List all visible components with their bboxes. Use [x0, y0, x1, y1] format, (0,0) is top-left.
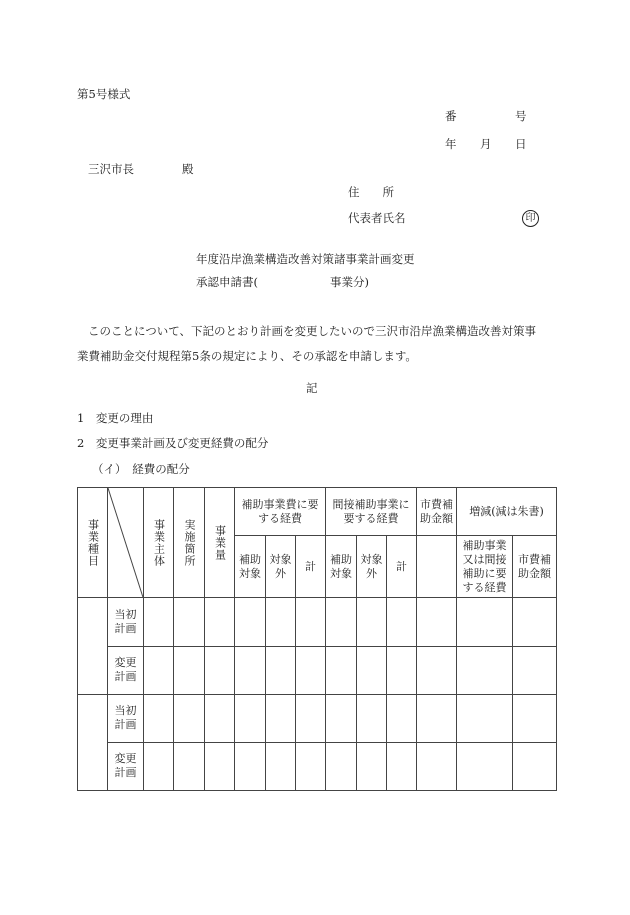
table-row	[78, 742, 557, 790]
recipient-mayor: 三沢市長	[88, 162, 134, 176]
document-title-line2-left: 承認申請書(	[196, 275, 258, 289]
header-indirect-cost: 間接補助事業に要する経費	[326, 488, 417, 536]
cell-project-type	[78, 598, 108, 694]
header-implementation-site: 実施箇所	[174, 488, 205, 598]
representative-label: 代表者氏名	[348, 211, 406, 225]
header-city-subsidy: 市費補助金額	[417, 488, 457, 536]
cost-allocation-table	[77, 487, 557, 791]
address-label: 住 所	[348, 185, 394, 199]
header-diagonal	[108, 488, 144, 598]
header-subsidy-cost: 補助事業費に要する経費	[235, 488, 326, 536]
document-title-line1: 年度沿岸漁業構造改善対策諸事業計画変更	[196, 252, 415, 266]
ki-heading: 記	[306, 381, 318, 395]
header-indirect-nontarget: 対象外	[357, 536, 387, 598]
seal-mark: 印	[522, 210, 539, 227]
header-project-type: 事業種目	[78, 488, 108, 598]
number-label: 番	[445, 109, 457, 123]
header-subsidy-total: 計	[296, 536, 326, 598]
item-2: 2 変更事業計画及び変更経費の配分	[77, 436, 269, 450]
header-subsidy-target: 補助対象	[235, 536, 266, 598]
header-change-cost: 補助事業又は間接補助に要する経費	[457, 536, 513, 598]
table-row	[78, 694, 557, 742]
sub-item-i: （イ） 経費の配分	[92, 462, 190, 476]
recipient-honorific: 殿	[182, 162, 194, 176]
date-year: 年	[445, 137, 457, 151]
row-label-changed: 変更 計画	[108, 646, 144, 694]
number-suffix: 号	[515, 109, 527, 123]
header-city-subsidy-blank	[417, 536, 457, 598]
date-month: 月	[480, 137, 492, 151]
body-line2: 業費補助金交付規程第5条の規定により、その承認を申請します。	[77, 349, 417, 363]
header-change-city-subsidy: 市費補助金額	[513, 536, 557, 598]
header-implementing-body: 事業主体	[144, 488, 174, 598]
row-label-initial: 当初 計画	[108, 694, 144, 742]
header-project-quantity: 事業量	[205, 488, 235, 598]
table-row	[78, 646, 557, 694]
row-label-changed: 変更 計画	[108, 742, 144, 790]
form-number: 第5号様式	[77, 87, 131, 101]
item-1: 1 変更の理由	[77, 411, 154, 425]
row-label-initial: 当初 計画	[108, 598, 144, 646]
header-subsidy-nontarget: 対象外	[266, 536, 296, 598]
cell-project-type	[78, 694, 108, 790]
body-line1: このことについて、下記のとおり計画を変更したいので三沢市沿岸漁業構造改善対策事	[88, 324, 537, 338]
header-change: 増減(減は朱書)	[457, 488, 557, 536]
date-day: 日	[515, 137, 527, 151]
document-title-line2-right: 事業分)	[330, 275, 369, 289]
header-indirect-target: 補助対象	[326, 536, 357, 598]
table-row	[78, 598, 557, 646]
header-indirect-total: 計	[387, 536, 417, 598]
